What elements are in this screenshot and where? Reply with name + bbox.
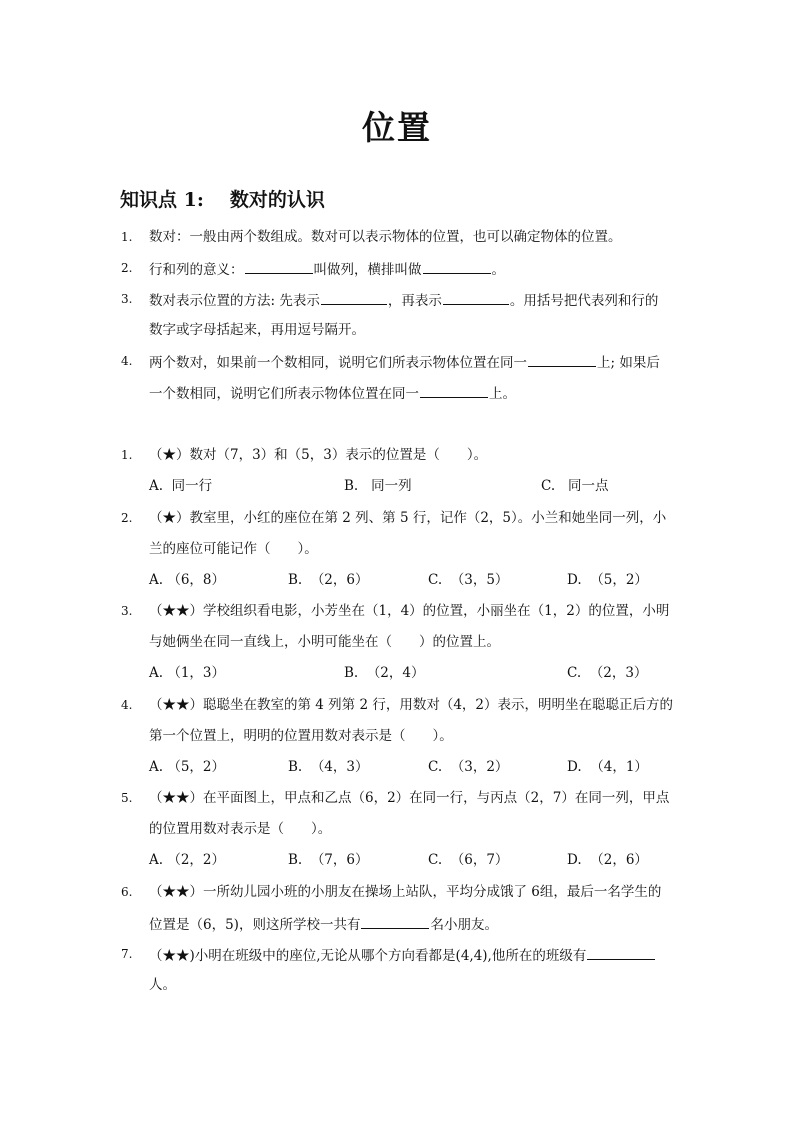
knowledge-item-continued xyxy=(0,319,794,341)
option-d[interactable]: D. （4，1） xyxy=(567,759,648,775)
knowledge-item xyxy=(0,257,794,279)
question-number: 2. xyxy=(121,511,133,525)
section-name: 数对的认识 xyxy=(229,189,325,211)
item-text: 数字或字母括起来，再用逗号隔开。 xyxy=(149,322,365,338)
item-number: 3. xyxy=(121,292,133,306)
answer-blank[interactable] xyxy=(245,257,313,274)
question-text: 的位置用数对表示是（ ）。 xyxy=(149,821,332,837)
question xyxy=(0,943,794,965)
option-b[interactable]: B. （4，3） xyxy=(288,759,369,775)
question xyxy=(0,694,794,716)
item-text: 数对表示位置的方法: 先表示 ，再表示 。用括号把代表列和行的 xyxy=(149,288,658,312)
option-c[interactable]: C. （3，5） xyxy=(428,572,509,588)
question xyxy=(0,444,794,466)
answer-blank[interactable] xyxy=(361,912,429,929)
section-heading xyxy=(120,186,325,214)
question-continued xyxy=(0,912,794,934)
option-c[interactable]: C. （2，3） xyxy=(567,665,648,681)
item-number: 2. xyxy=(121,261,133,275)
question xyxy=(0,787,794,809)
answer-blank[interactable] xyxy=(528,350,596,367)
question-text: 第一个位置上，明明的位置用数对表示是（ ）。 xyxy=(149,728,453,744)
option-b[interactable]: B. （2，6） xyxy=(288,572,369,588)
question-text: 兰的座位可能记作（ ）。 xyxy=(149,541,318,557)
option-b[interactable]: B. （7，6） xyxy=(288,852,369,868)
question-number: 3. xyxy=(121,604,133,618)
question-text: （★★）聪聪坐在教室的第 4 列第 2 行，用数对（4，2）表示，明明坐在聪聪正后方的 xyxy=(149,697,674,713)
knowledge-item xyxy=(0,350,794,372)
item-number: 4. xyxy=(121,354,133,368)
option-d[interactable]: D. （5，2） xyxy=(567,572,648,588)
option-a[interactable]: A. （2，2） xyxy=(149,852,226,868)
question-number: 4. xyxy=(121,698,133,712)
question-text: （★）教室里，小红的座位在第 2 列、第 5 行，记作（2，5）。小兰和她坐同一列，小 xyxy=(149,510,667,526)
question-text: （★★）在平面图上，甲点和乙点（6，2）在同一行，与丙点（2，7）在同一列，甲点 xyxy=(149,790,670,806)
option-a[interactable]: A. 同一行 xyxy=(149,478,213,494)
page-title: 位置 xyxy=(362,108,432,147)
question-number: 5. xyxy=(121,791,133,805)
question-text: （★）数对（7，3）和（5，3）表示的位置是（ ）。 xyxy=(149,447,488,463)
question xyxy=(0,881,794,903)
option-a[interactable]: A. （1，3） xyxy=(149,665,226,681)
question xyxy=(0,507,794,529)
option-c[interactable]: C. （6，7） xyxy=(428,852,509,868)
question-text: 人。 xyxy=(149,977,176,993)
answer-blank[interactable] xyxy=(321,288,387,305)
option-a[interactable]: A. （5，2） xyxy=(149,759,226,775)
question-continued xyxy=(0,631,794,653)
question xyxy=(0,600,794,622)
section-label: 知识点 1: xyxy=(120,189,204,211)
option-b[interactable]: B. （2，4） xyxy=(344,665,425,681)
answer-blank[interactable] xyxy=(420,381,488,398)
question-text: （★★)小明在班级中的座位,无论从哪个方向看都是(4,4),他所在的班级有 xyxy=(149,943,656,967)
option-row xyxy=(0,756,794,778)
option-b[interactable]: B. 同一列 xyxy=(344,478,412,494)
item-text: 行和列的意义： 叫做列，横排叫做 。 xyxy=(149,257,505,281)
item-number: 1. xyxy=(121,230,133,244)
question-text: 与她俩坐在同一直线上，小明可能坐在（ ）的位置上。 xyxy=(149,634,500,650)
option-row xyxy=(0,849,794,871)
item-text: 一个数相同，说明它们所表示物体位置在同一 上。 xyxy=(149,381,516,405)
question-continued xyxy=(0,538,794,560)
knowledge-item xyxy=(0,226,794,248)
answer-blank[interactable] xyxy=(423,257,491,274)
knowledge-item-continued xyxy=(0,381,794,403)
knowledge-item xyxy=(0,288,794,310)
answer-blank[interactable] xyxy=(587,943,655,960)
question-number: 1. xyxy=(121,448,133,462)
option-d[interactable]: D. （2，6） xyxy=(567,852,648,868)
option-c[interactable]: C. 同一点 xyxy=(541,478,609,494)
question-continued xyxy=(0,818,794,840)
item-text: 两个数对，如果前一个数相同，说明它们所表示物体位置在同一 上; 如果后 xyxy=(149,350,660,374)
answer-blank[interactable] xyxy=(443,288,509,305)
option-a[interactable]: A. （6，8） xyxy=(149,572,226,588)
option-c[interactable]: C. （3，2） xyxy=(428,759,509,775)
question-continued xyxy=(0,974,794,996)
option-row xyxy=(0,475,794,497)
question-number: 7. xyxy=(121,947,133,961)
question-continued xyxy=(0,725,794,747)
question-number: 6. xyxy=(121,885,133,899)
option-row xyxy=(0,569,794,591)
question-text: （★★）一所幼儿园小班的小朋友在操场上站队，平均分成饿了 6组，最后一名学生的 xyxy=(149,884,662,900)
item-text: 数对：一般由两个数组成。数对可以表示物体的位置，也可以确定物体的位置。 xyxy=(149,229,622,245)
option-row xyxy=(0,662,794,684)
question-text: 位置是（6，5)，则这所学校一共有 名小朋友。 xyxy=(149,912,498,936)
question-text: （★★）学校组织看电影，小芳坐在（1，4）的位置，小丽坐在（1，2）的位置，小明 xyxy=(149,603,670,619)
